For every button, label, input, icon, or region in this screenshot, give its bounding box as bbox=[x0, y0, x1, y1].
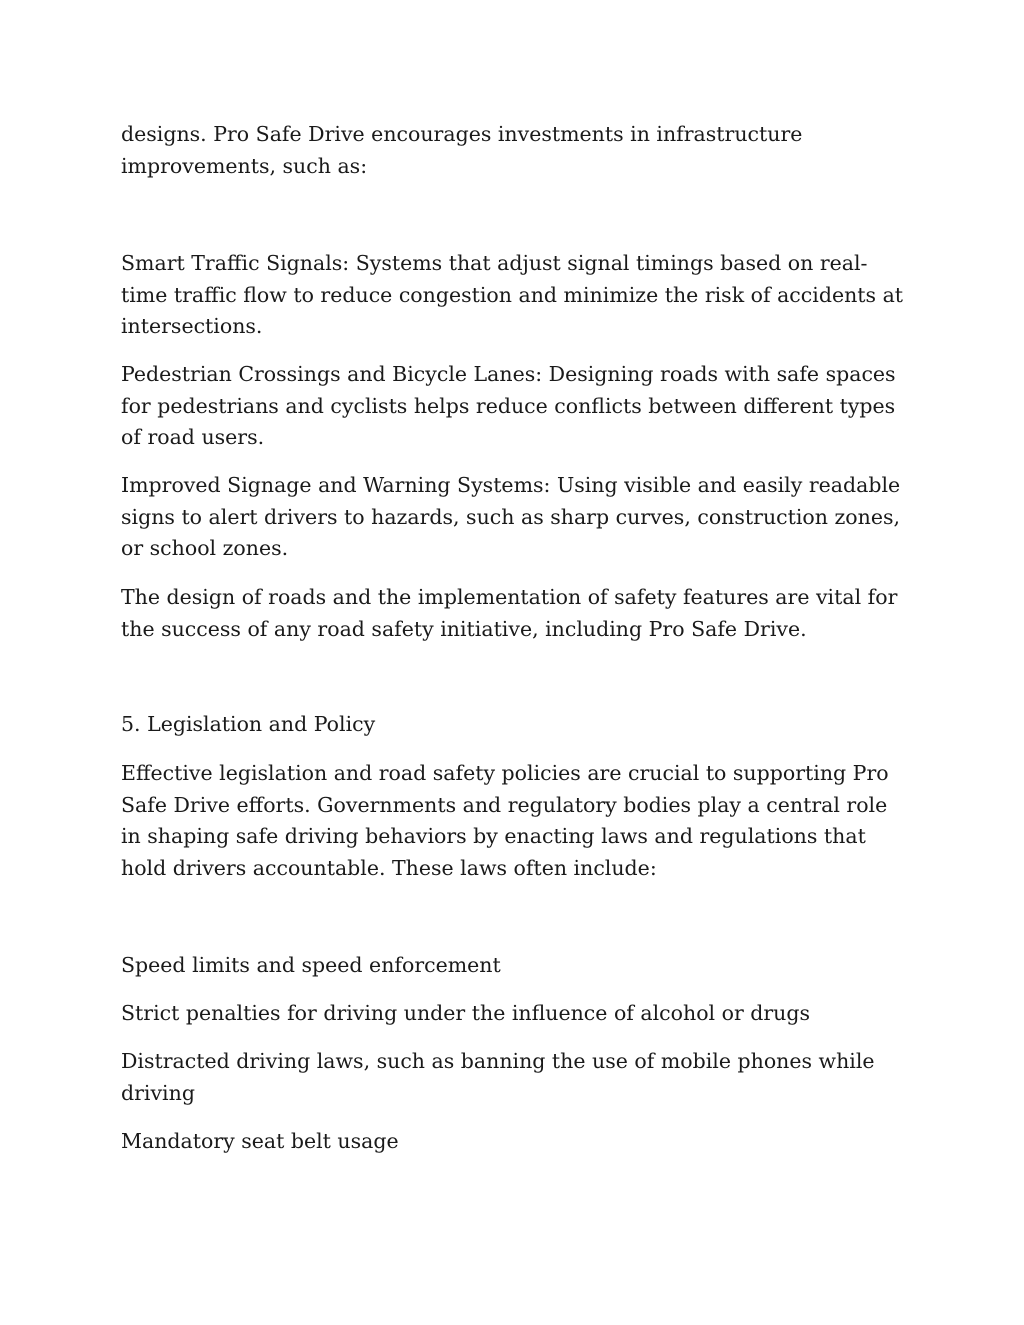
law-speed-item: Speed limits and speed enforcement bbox=[121, 953, 501, 977]
law-distracted-item: Distracted driving laws, such as banning the use of mobile phones while driving bbox=[121, 1049, 875, 1105]
legislation-paragraph: Effective legislation and road safety policies are crucial to supporting Pro Safe Drive efforts. Governments and regulatory bodies play a central role in shaping safe driving behaviors by enacting laws and regulations that hold drivers accountable. These laws often include: bbox=[121, 761, 889, 880]
smart-signals-paragraph: Smart Traffic Signals: Systems that adjust signal timings based on real-time traffic flow to reduce congestion and minimize the risk of accidents at intersections. bbox=[121, 251, 904, 338]
law-seatbelt-item: Mandatory seat belt usage bbox=[121, 1129, 399, 1153]
intro-paragraph: designs. Pro Safe Drive encourages investments in infrastructure improvements, such as: bbox=[121, 122, 803, 178]
section-heading: 5. Legislation and Policy bbox=[121, 712, 376, 736]
pedestrian-paragraph: Pedestrian Crossings and Bicycle Lanes: Designing roads with safe spaces for pedestrians and cyclists helps reduce conflicts between different types of road users. bbox=[121, 362, 896, 449]
law-dui-item: Strict penalties for driving under the influence of alcohol or drugs bbox=[121, 1001, 811, 1025]
design-summary-paragraph: The design of roads and the implementation of safety features are vital for the success of any road safety initiative, including Pro Safe Drive. bbox=[121, 585, 898, 641]
signage-paragraph: Improved Signage and Warning Systems: Using visible and easily readable signs to alert drivers to hazards, such as sharp curves, construction zones, or school zones. bbox=[121, 473, 901, 560]
